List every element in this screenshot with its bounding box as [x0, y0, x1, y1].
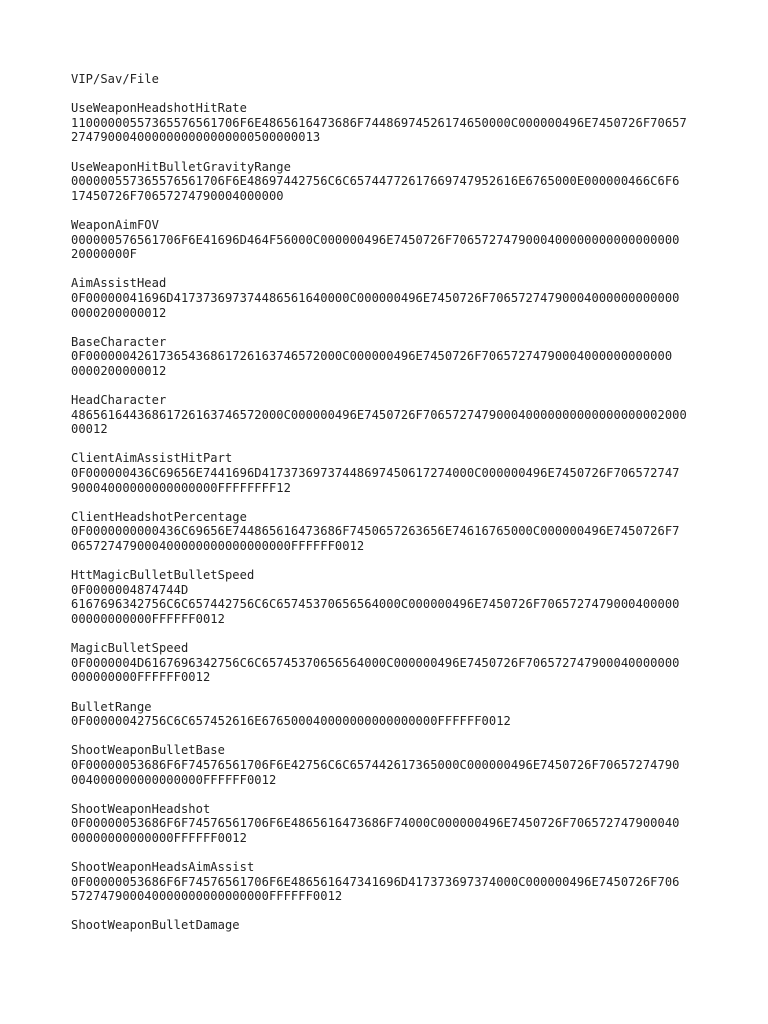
entry-hex-line: 0F0000004874744D — [71, 582, 189, 597]
entry-hex-line: 2747900040000000000000000500000013 — [71, 130, 321, 145]
entry-block — [71, 510, 711, 554]
document-page — [71, 72, 711, 948]
entry-hex-line: 0F000000436C69656E7441696D41737369737448697450617274000C000000496E7450726F706572747 — [71, 466, 680, 481]
entry-block — [71, 641, 711, 685]
entry-block — [71, 700, 711, 729]
entry-hex-line: 0F0000004D6167696342756C6C65745370656564000C000000496E7450726F706572747900040000000 — [71, 655, 680, 670]
entry-hex-line: 00000000000FFFFFF0012 — [71, 611, 225, 626]
entry-name: UseWeaponHeadshotHitRate — [71, 101, 247, 116]
entry-hex-line: 000000000FFFFFF0012 — [71, 670, 211, 685]
entry-name: BaseCharacter — [71, 334, 167, 349]
entry-hex-line: 90004000000000000000FFFFFFFF12 — [71, 480, 291, 495]
entry-name: BulletRange — [71, 699, 152, 714]
entry-hex-line: 0F00000053686F6F74576561706F6E486561647341696D417373697374000C000000496E7450726F706 — [71, 874, 680, 889]
entry-hex-line: 11000000557365576561706F6E4865616473686F74486974526174650000C000000496E7450726F70657 — [71, 115, 687, 130]
entry-name: ClientHeadshotPercentage — [71, 509, 247, 524]
document-header: VIP/Sav/File — [71, 72, 159, 86]
entry-name: MagicBulletSpeed — [71, 641, 189, 656]
entry-hex-line: 0F00000042756C6C657452616E676500040000000000000000FFFFFF0012 — [71, 714, 511, 729]
entry-block — [71, 101, 711, 145]
entry-hex-line: 0F0000000000436C69656E744865616473686F7450657263656E74616765000C000000496E7450726F7 — [71, 524, 680, 539]
entry-hex-line: 0F00000042617365436861726163746572000C000000496E7450726F70657274790004000000000000 — [71, 349, 673, 364]
entry-name: ShootWeaponBulletBase — [71, 743, 225, 758]
entry-block — [71, 918, 711, 933]
entry-name: AimAssistHead — [71, 276, 167, 291]
entry-hex-line: 0000200000012 — [71, 305, 167, 320]
entry-hex-line: 6167696342756C6C657442756C6C65745370656564000C000000496E7450726F7065727479000400000 — [71, 597, 680, 612]
entry-block — [71, 451, 711, 495]
entry-hex-line: 0F00000041696D417373697374486561640000C000000496E7450726F70657274790004000000000000 — [71, 290, 680, 305]
entry-hex-line: 000000557365576561706F6E48697442756C6C65744772617669747952616E6765000E000000466C6F6 — [71, 174, 680, 189]
entry-name: UseWeaponHitBulletGravityRange — [71, 159, 291, 174]
entry-name: ShootWeaponBulletDamage — [71, 918, 240, 933]
entry-name: HttMagicBulletBulletSpeed — [71, 568, 255, 583]
entry-hex-line: 0000200000012 — [71, 363, 167, 378]
entry-name: ShootWeaponHeadshot — [71, 801, 211, 816]
entry-hex-line: 004000000000000000FFFFFF0012 — [71, 772, 277, 787]
entry-list — [71, 101, 711, 933]
entry-name: HeadCharacter — [71, 393, 167, 408]
entry-block — [71, 568, 711, 626]
entry-hex-line: 20000000F — [71, 247, 137, 262]
entry-hex-line: 000000576561706F6E41696D464F56000C000000496E7450726F7065727479000400000000000000000 — [71, 232, 680, 247]
entry-hex-line: 065727479000400000000000000000FFFFFF0012 — [71, 539, 365, 553]
entry-block — [71, 276, 711, 320]
entry-block — [71, 218, 711, 262]
entry-hex-line: 17450726F70657274790004000000 — [71, 188, 284, 203]
entry-name: ClientAimAssistHitPart — [71, 451, 233, 466]
entry-name: ShootWeaponHeadsAimAssist — [71, 860, 255, 875]
entry-hex-line: 00012 — [71, 422, 108, 437]
entry-block — [71, 335, 711, 379]
entry-name: WeaponAimFOV — [71, 217, 159, 232]
entry-block — [71, 860, 711, 904]
entry-block — [71, 393, 711, 437]
entry-block — [71, 160, 711, 204]
entry-hex-line: 0F00000053686F6F74576561706F6E4865616473686F74000C000000496E7450726F706572747900040 — [71, 816, 680, 831]
entry-hex-line: 0F00000053686F6F74576561706F6E42756C6C657442617365000C000000496E7450726F70657274790 — [71, 757, 680, 772]
entry-block — [71, 743, 711, 787]
entry-hex-line: 48656164436861726163746572000C000000496E7450726F706572747900040000000000000000002000 — [71, 407, 687, 422]
entry-block — [71, 802, 711, 846]
entry-hex-line: 00000000000000FFFFFF0012 — [71, 830, 247, 845]
entry-hex-line: 572747900040000000000000000FFFFFF0012 — [71, 889, 343, 904]
